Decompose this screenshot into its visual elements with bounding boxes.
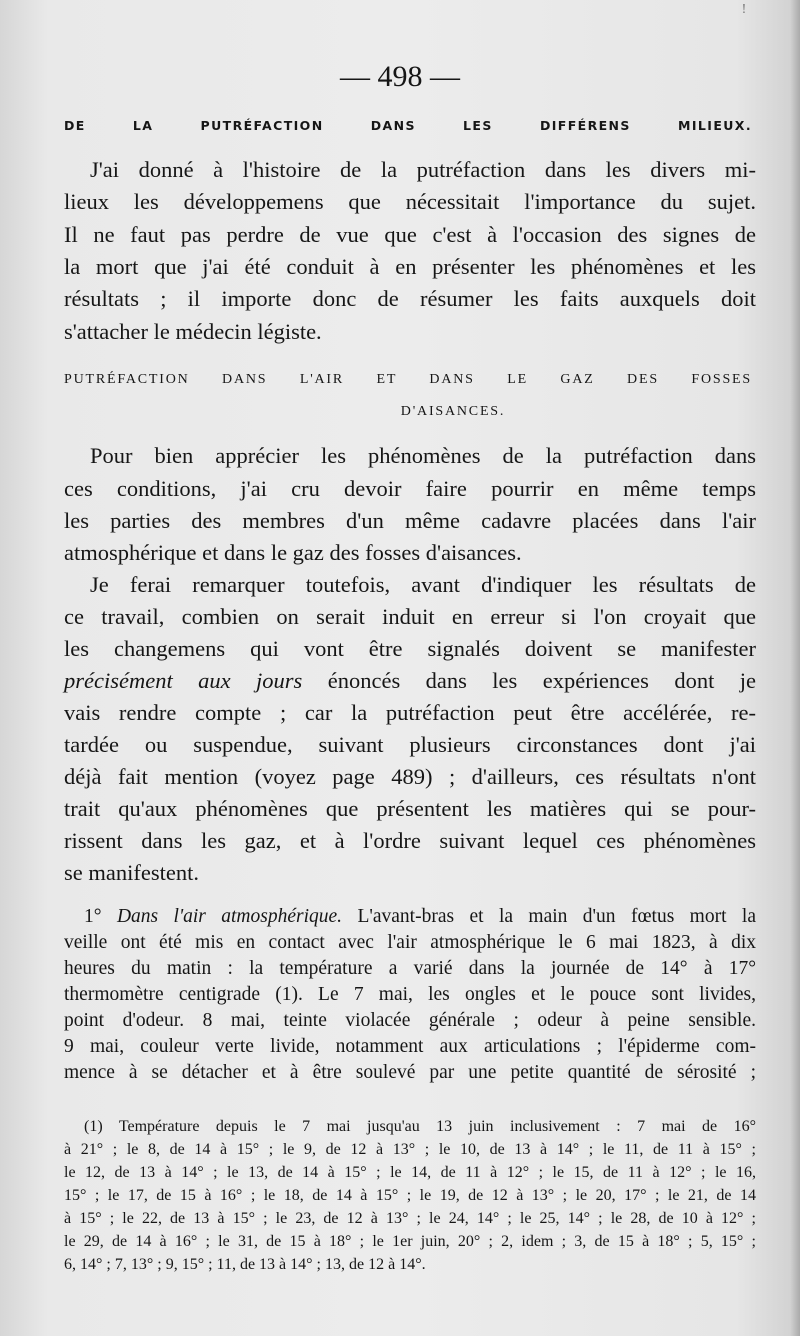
text-line: résultats ; il importe donc de résumer les faits auxquels doit bbox=[64, 286, 756, 311]
text-line: atmosphérique et dans le gaz des fosses d'aisances. bbox=[64, 540, 522, 565]
text-line: s'attacher le médecin légiste. bbox=[64, 319, 322, 344]
text-line: 9 mai, couleur verte livide, notamment aux articulations ; l'épiderme com- bbox=[64, 1036, 756, 1057]
footnote-line: à 21° ; le 8, de 14 à 15° ; le 9, de 12 à 13° ; le 10, de 13 à 14° ; le 11, de 11 à 15° ; bbox=[64, 1141, 756, 1158]
text-line: rissent dans les gaz, et à l'ordre suivant lequel ces phénomènes bbox=[64, 828, 756, 853]
italic-phrase: précisément aux jours bbox=[64, 668, 303, 693]
section-heading bbox=[64, 364, 752, 428]
italic-heading: Dans l'air atmosphérique. bbox=[116, 906, 343, 927]
text-line: les parties des membres d'un même cadavre placées dans l'air bbox=[64, 508, 756, 533]
section-heading-line-2: D'AISANCES. bbox=[400, 404, 506, 419]
text-line: Je ferai remarquer toutefois, avant d'indiquer les résultats de bbox=[90, 572, 756, 597]
text-line: se manifestent. bbox=[64, 860, 199, 885]
text-line: 1° Dans l'air atmosphérique. L'avant-bras et la main d'un fœtus mort la bbox=[84, 906, 756, 927]
footnote-line: le 12, de 13 à 14° ; le 13, de 14 à 15° ; le 14, de 11 à 12° ; le 15, de 11 à 12° ; le 16, bbox=[64, 1164, 756, 1181]
text-line: tardée ou suspendue, suivant plusieurs circonstances dont j'ai bbox=[64, 732, 756, 757]
text-line: ces conditions, j'ai cru devoir faire pourrir en même temps bbox=[64, 476, 756, 501]
footnote-line: 15° ; le 17, de 15 à 16° ; le 18, de 14 à 15° ; le 19, de 12 à 13° ; le 20, 17° ; le 21, de 14 bbox=[64, 1187, 756, 1204]
section-heading-line-1: PUTRÉFACTION DANS L'AIR ET DANS LE GAZ DES FOSSES bbox=[64, 372, 752, 387]
text-line: J'ai donné à l'histoire de la putréfaction dans les divers mi- bbox=[90, 157, 756, 182]
text-line: vais rendre compte ; car la putréfaction peut être accélérée, re- bbox=[64, 700, 756, 725]
footnote-line: 6, 14° ; 7, 13° ; 9, 15° ; 11, de 13 à 14° ; 13, de 12 à 14°. bbox=[64, 1256, 426, 1273]
text-line: déjà fait mention (voyez page 489) ; d'ailleurs, ces résultats n'ont bbox=[64, 764, 756, 789]
text-line: trait qu'aux phénomènes que présentent les matières qui se pour- bbox=[64, 796, 756, 821]
footnote-line: à 15° ; le 22, de 13 à 15° ; le 23, de 12 à 13° ; le 24, 14° ; le 25, 14° ; le 28, de 10 à 12° ; bbox=[64, 1210, 756, 1227]
text-line: précisément aux jours énoncés dans les expériences dont je bbox=[64, 668, 756, 693]
footnote-line: le 29, de 14 à 16° ; le 31, de 15 à 18° ; le 1er juin, 20° ; 2, idem ; 3, de 15 à 18° ; 5, 15° ; bbox=[64, 1233, 756, 1250]
text-line: ce travail, combien on serait induit en erreur si l'on croyait que bbox=[64, 604, 756, 629]
page-number: — 498 — bbox=[340, 60, 460, 93]
text-line: point d'odeur. 8 mai, teinte violacée générale ; odeur à peine sensible. bbox=[64, 1010, 756, 1031]
text-line: veille ont été mis en contact avec l'air atmosphérique le 6 mai 1823, à dix bbox=[64, 932, 756, 953]
text-line: les changemens qui vont être signalés doivent se manifester bbox=[64, 636, 756, 661]
margin-mark: ! bbox=[741, 2, 747, 17]
text-line: mence à se détacher et à être soulevé par une petite quantité de sérosité ; bbox=[64, 1062, 756, 1083]
text-line: thermomètre centigrade (1). Le 7 mai, les ongles et le pouce sont livides, bbox=[64, 984, 756, 1005]
footnote-line: (1) Température depuis le 7 mai jusqu'au 13 juin inclusivement : 7 mai de 16° bbox=[84, 1118, 756, 1135]
text-line: Il ne faut pas perdre de vue que c'est à l'occasion des signes de bbox=[64, 222, 756, 247]
text-line: la mort que j'ai été conduit à en présenter les phénomènes et les bbox=[64, 254, 756, 279]
text-line: heures du matin : la température a varié dans la journée de 14° à 17° bbox=[64, 958, 756, 979]
text-line: lieux les développemens que nécessitait l'importance du sujet. bbox=[64, 189, 756, 214]
running-head: DE LA PUTRÉFACTION DANS LES DIFFÉRENS MILIEUX. bbox=[64, 118, 752, 133]
text-line: Pour bien apprécier les phénomènes de la putréfaction dans bbox=[90, 443, 756, 468]
